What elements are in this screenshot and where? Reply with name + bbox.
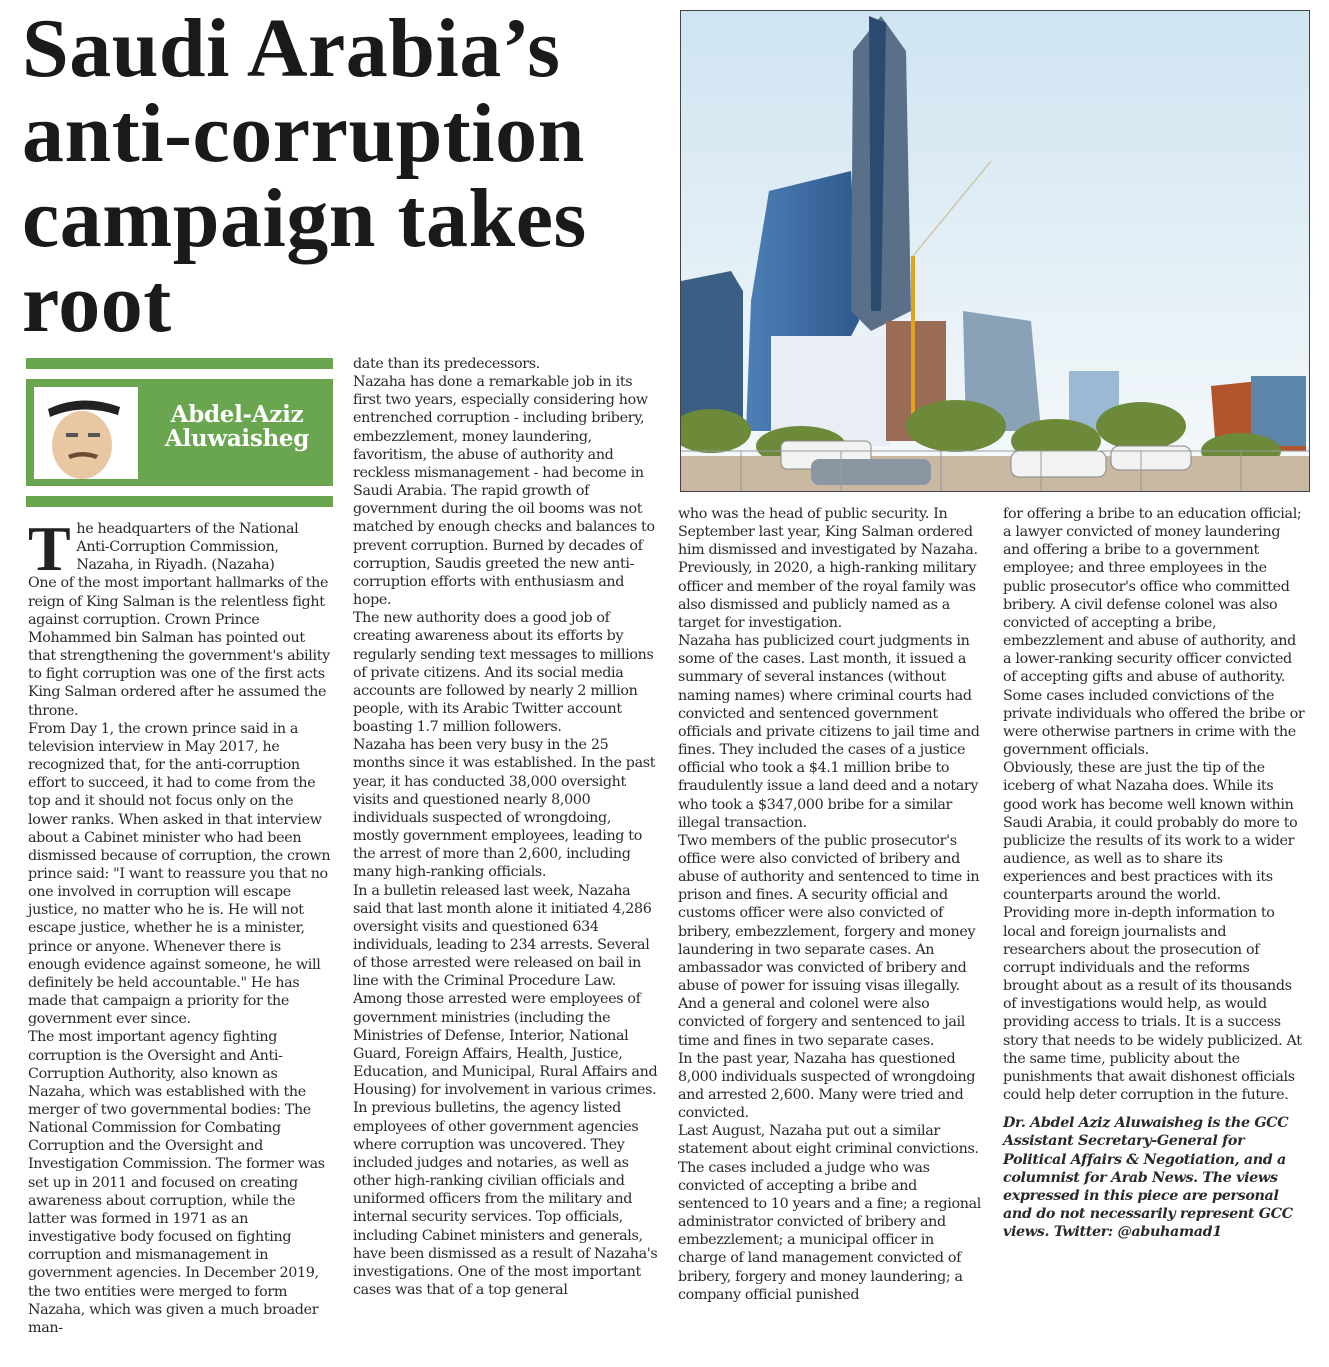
paragraph: for offering a bribe to an education official; a lawyer convicted of money laundering and offering a bribe to a government employee; and three employees in the public prosecutor's office who committed bribery. A civil defense colonel was also convicted of accepting a bribe, embezzlement and abuse of authority, and a lower-ranking security officer convicted of accepting gifts and abuse of authority. Some cases included convictions of the private individuals who offered the bribe or were otherwise partners in crime with the government officials. bbox=[1003, 506, 1305, 759]
article-column-2 bbox=[353, 355, 658, 1299]
paragraph: Nazaha has done a remarkable job in its first two years, especially considering how entrenched corruption - including bribery, embezzlement, money laundering, favoritism, the abuse of authority and reckless mismanagement - had become in Saudi Arabia. The rapid growth of government during the oil booms was not matched by enough checks and balances to prevent corruption. Burned by decades of corruption, Saudis greeted the new anti-corruption efforts with enthusiasm and hope. bbox=[353, 374, 655, 609]
paragraph: Last August, Nazaha put out a similar statement about eight criminal convictions. The cases included a judge who was convicted of accepting a bribe and sentenced to 10 years and a fine; a regional administrator convicted of bribery and embezzlement; a municipal officer in charge of land management convicted of bribery, forgery and money laundering; a company official punished bbox=[678, 1123, 981, 1303]
paragraph: In previous bulletins, the agency listed employees of other government agencies where corruption was uncovered. They included judges and notaries, as well as other high-ranking civilian officials and uniformed officers from the military and internal security services. Top officials, including Cabinet ministers and generals, have been dismissed as a result of Nazaha's investigations. One of the most important cases was that of a top general bbox=[353, 1100, 658, 1298]
drop-cap: T bbox=[28, 513, 71, 584]
paragraph: From Day 1, the crown prince said in a television interview in May 2017, he recognized that, for the anti-corruption effort to succeed, it had to come from the top and it should not focus only on the lower ranks. When asked in that interview about a Cabinet minister who had been dismissed because of corruption, the crown prince said: "I want to reassure you that no one involved in corruption will escape justice, no matter who he is. He will not escape justice, whether he is a minister, prince or anyone. Whenever there is enough evidence against someone, he will definitely be held accountable." He has made that campaign a priority for the government ever since. bbox=[28, 720, 331, 1028]
author-byline bbox=[26, 379, 333, 486]
paragraph: One of the most important hallmarks of the reign of King Salman is the relentless fight against corruption. Crown Prince Mohammed bin Salman has pointed out that strengthening the government's ability to fight corruption was one of the first acts King Salman ordered after he assumed the throne. bbox=[28, 575, 330, 719]
author-portrait-icon bbox=[34, 387, 138, 479]
article-column-1 bbox=[28, 513, 333, 1337]
paragraph: The most important agency fighting corruption is the Oversight and Anti-Corruption Authority, also known as Nazaha, which was established with the merger of two governmental bodies: The National Commission for Combating Corruption and the Oversight and Investigation Commission. The former was set up in 2011 and focused on creating awareness about corruption, while the latter was formed in 1971 as an investigative body focused on fighting corruption and mismanagement in government agencies. In December 2019, the two entities were merged to form Nazaha, which was given a much broader man- bbox=[28, 1029, 325, 1336]
paragraph: who was the head of public security. In September last year, King Salman ordered him dismissed and investigated by Nazaha. Previously, in 2020, a high-ranking military officer and member of the royal family was also dismissed and publicly named as a target for investigation. bbox=[678, 506, 978, 631]
paragraph: In the past year, Nazaha has questioned 8,000 individuals suspected of wrongdoing and arrested 2,600. Many were tried and convicted. bbox=[678, 1050, 976, 1122]
paragraph: In a bulletin released last week, Nazaha said that last month alone it initiated 4,286 oversight visits and questioned 634 individuals, leading to 234 arrests. Several of those arrested were released on bail in line with the Criminal Procedure Law. Among those arrested were employees of government ministries (including the Ministries of Defense, Interior, National Guard, Foreign Affairs, Health, Justice, Education, and Municipal, Rural Affairs and Housing) for involvement in various crimes. bbox=[353, 882, 658, 1099]
paragraph: Providing more in-depth information to local and foreign journalists and researchers about the prosecution of corrupt individuals and the reforms brought about as a result of its thousands of investigations would help, as would providing access to trials. It is a success story that needs to be widely publicized. At the same time, publicity about the punishments that await dishonest officials could help deter corruption in the future. bbox=[1003, 905, 1302, 1103]
author-last-name: Aluwaisheg bbox=[164, 425, 310, 452]
headline: Saudi Arabia’s anti-corruption campaign takes root bbox=[22, 2, 587, 350]
paragraph: Obviously, these are just the tip of the iceberg of what Nazaha does. While its good work has become well known within Saudi Arabia, it could probably do more to publicize the results of its work to a wider audience, as well as to share its experiences and best practices with its counterparts around the world. bbox=[1003, 760, 1298, 904]
byline-rule-bottom bbox=[26, 496, 333, 507]
photo-caption: he headquarters of the National Anti-Corruption Commission, Nazaha, in Riyadh. (Nazaha) bbox=[76, 521, 299, 574]
paragraph: Two members of the public prosecutor's office were also convicted of bribery and abuse of authority and sentenced to time in prison and fines. A security official and customs officer were also convicted of bribery, embezzlement, forgery and money laundering in two separate cases. An ambassador was convicted of bribery and abuse of power for issuing visas illegally. And a general and colonel were also convicted of forgery and sentenced to jail time and fines in two separate cases. bbox=[678, 832, 980, 1049]
paragraph: The new authority does a good job of creating awareness about its efforts by regularly sending text messages to millions of private citizens. And its social media accounts are followed by nearly 2 million people, with its Arabic Twitter account boasting 1.7 million followers. bbox=[353, 610, 654, 736]
article-column-4 bbox=[1003, 505, 1308, 1242]
skyline-photo-icon bbox=[681, 11, 1309, 491]
article-photo bbox=[680, 10, 1310, 492]
paragraph: date than its predecessors. bbox=[353, 356, 540, 372]
author-first-name: Abdel-Aziz bbox=[170, 401, 304, 428]
paragraph bbox=[28, 513, 333, 584]
author-bio: Dr. Abdel Aziz Aluwaisheg is the GCC Assistant Secretary-General for Political Affairs & Negotiation, and a columnist for Arab News. The views expressed in this piece are personal and do not necessarily represent GCC views. Twitter: @abuhamad1 bbox=[1003, 1115, 1293, 1241]
article-column-3 bbox=[678, 505, 983, 1304]
paragraph: Nazaha has publicized court judgments in some of the cases. Last month, it issued a summary of several instances (without naming names) where criminal courts had convicted and sentenced government officials and private citizens to jail time and fines. They included the cases of a justice official who took a $4.1 million bribe to fraudulently issue a land deed and a notary who took a $347,000 bribe for a similar illegal transaction. bbox=[678, 633, 980, 831]
author-name bbox=[143, 403, 331, 451]
byline-rule-top bbox=[26, 358, 333, 369]
paragraph: Nazaha has been very busy in the 25 months since it was established. In the past year, it has conducted 38,000 oversight visits and questioned nearly 8,000 individuals suspected of wrongdoing, mostly government employees, leading to the arrest of more than 2,600, including many high-ranking officials. bbox=[353, 737, 656, 881]
